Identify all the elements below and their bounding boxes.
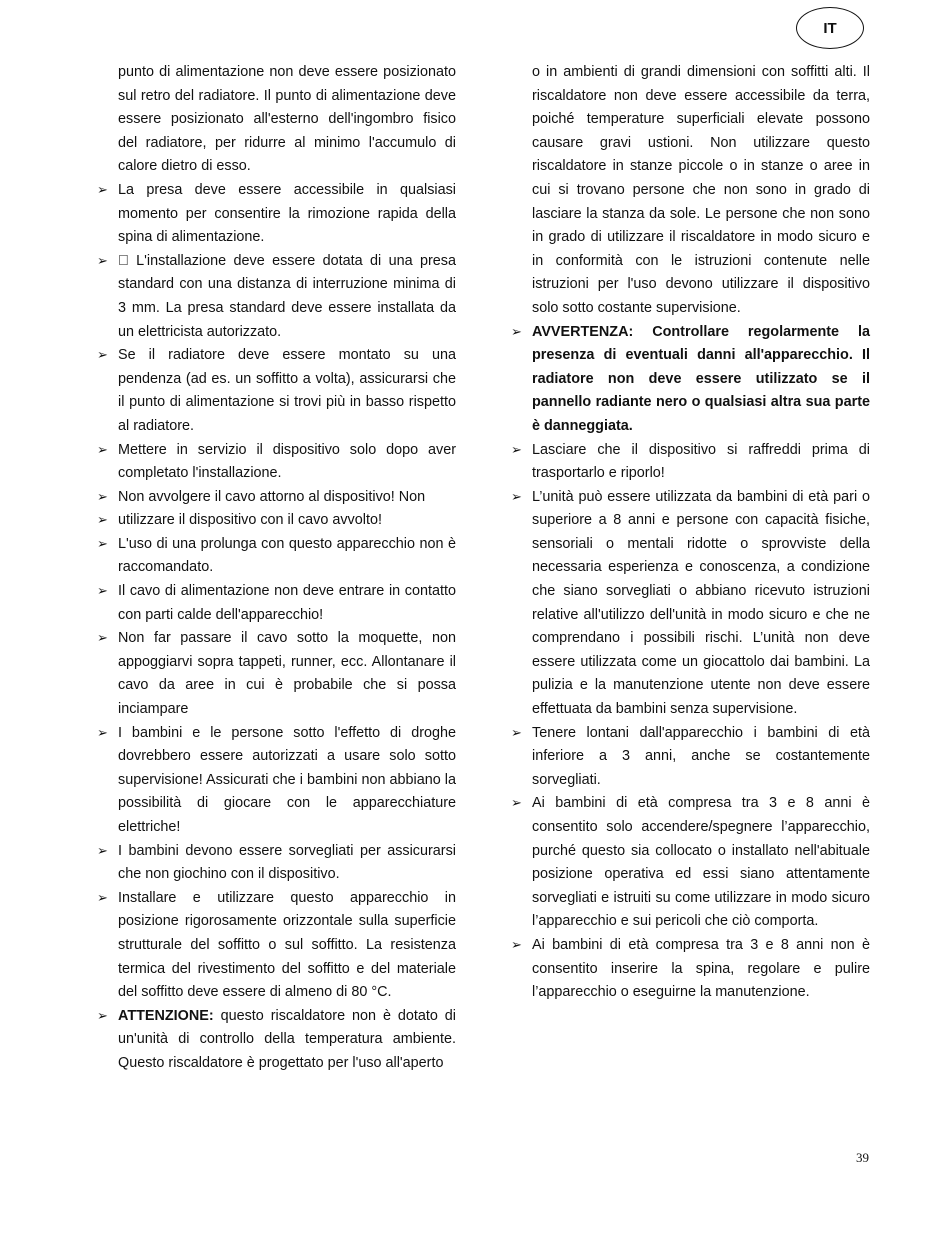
list-item [97, 250, 456, 344]
bullet-arrow-icon: ➢ [97, 536, 108, 552]
bullet-arrow-icon: ➢ [97, 182, 108, 198]
bullet-arrow-icon: ➢ [511, 324, 522, 340]
list-item [97, 887, 456, 1005]
list-item [511, 934, 870, 1005]
attention-label: ATTENZIONE: [118, 1007, 214, 1024]
list-item-text: utilizzare il dispositivo con il cavo avvolto! [118, 512, 382, 529]
bullet-arrow-icon: ➢ [97, 584, 108, 600]
list-item-text: Ai bambini di età compresa tra 3 e 8 anni non è consentito inserire la spina, regolare e pulire l’apparecchio o eseguirne la manutenzione. [532, 936, 870, 1001]
list-item-text: Non avvolgere il cavo attorno al dispositivo! Non [118, 488, 426, 505]
list-item-text: Lasciare che il dispositivo si raffreddi prima di trasportarlo e riporlo! [532, 441, 870, 482]
list-item-text: Ai bambini di età compresa tra 3 e 8 anni è consentito solo accendere/spegnere l’apparecchio, purché questo sia collocato o installato nell'abituale posizione operativa ed essi siano attentamente sorvegliati e istruiti su come utilizzare in modo sicuro l’apparecchio e sui pericoli che ciò comporta. [532, 795, 870, 930]
page-number: 39 [856, 1150, 869, 1165]
paragraph-continuation: o in ambienti di grandi dimensioni con soffitti alti. Il riscaldatore non deve essere accessibile da terra, poiché temperature superficiali elevate possono causare gravi ustioni. Non utilizzare questo riscaldatore in stanze piccole o in stanze o aree in cui si trovano persone che non sono in grado di lasciare la stanza da sole. Le persone che non sono in grado di utilizzare il riscaldatore in modo sicuro e in conformità con le istruzioni contenute nelle istruzioni per l'uso devono utilizzare il dispositivo solo sotto costante supervisione. [532, 64, 870, 316]
list-item-text: Se il radiatore deve essere montato su una pendenza (ad es. un soffitto a volta), assicurarsi che il punto di alimentazione si trovi più in basso rispetto al radiatore. [118, 347, 456, 434]
warning-text: AVVERTENZA: Controllare regolarmente la presenza di eventuali danni all'apparecchio. Il radiatore non deve essere utilizzato se il pannello radiante nero o qualsiasi altra sua parte è danneggiata. [532, 323, 870, 434]
list-item-text: Il cavo di alimentazione non deve entrare in contatto con parti calde dell'apparecchio! [118, 583, 456, 623]
list-item [97, 533, 456, 580]
list-item-text: Tenere lontani dall'apparecchio i bambini di età inferiore a 3 anni, anche se costantemente sorvegliati. [532, 724, 870, 788]
bullet-arrow-icon: ➢ [97, 442, 108, 458]
list-item-text: I bambini devono essere sorvegliati per assicurarsi che non giochino con il dispositivo. [118, 842, 456, 883]
list-item [97, 509, 456, 533]
list-item-text:   L'installazione deve essere dotata di una presa standard con una distanza di interruzione minima di 3 mm. La presa standard deve essere installata da un elettricista autorizzato. [118, 252, 456, 340]
list-item [97, 722, 456, 840]
list-item [97, 486, 456, 510]
bullet-arrow-icon: ➢ [511, 725, 522, 741]
list-item [97, 840, 456, 887]
list-item [97, 179, 456, 250]
list-item [511, 792, 870, 934]
list-item-text: I bambini e le persone sotto l'effetto di droghe dovrebbero essere autorizzati a usare solo sotto supervisione! Assicurati che i bambini non abbiano la possibilità di giocare con le apparecchiature elettriche! [118, 724, 456, 835]
list-item-attention [97, 1005, 456, 1076]
bullet-arrow-icon: ➢ [511, 489, 522, 505]
bullet-arrow-icon: ➢ [97, 1008, 108, 1024]
bullet-arrow-icon: ➢ [511, 796, 522, 812]
bullet-arrow-icon: ➢ [97, 890, 108, 906]
bullet-arrow-icon: ➢ [97, 631, 108, 647]
list-item [97, 580, 456, 627]
warning-item [511, 321, 870, 439]
list-item [511, 439, 870, 486]
bullet-arrow-icon: ➢ [97, 489, 108, 505]
language-badge: IT [796, 7, 864, 49]
list-item [511, 486, 870, 722]
bullet-arrow-icon: ➢ [97, 253, 108, 269]
list-item [97, 439, 456, 486]
list-item-text: Installare e utilizzare questo apparecchio in posizione rigorosamente orizzontale sulla superficie strutturale del soffitto o sul soffitto. La resistenza termica del rivestimento del soffitto e del materiale del soffitto deve essere di almeno di 80 °C. [118, 889, 456, 1001]
list-item [97, 627, 456, 721]
list-item-text: La presa deve essere accessibile in qualsiasi momento per consentire la rimozione rapida della spina di alimentazione. [118, 181, 456, 246]
bullet-arrow-icon: ➢ [97, 513, 108, 529]
list-item-text: questo riscaldatore non è dotato di un'unità di controllo della temperatura ambiente. Questo riscaldatore è progettato per l'uso all'aperto [118, 1007, 456, 1071]
list-item-text: Non far passare il cavo sotto la moquette, non appoggiarvi sopra tappeti, runner, ecc. Allontanare il cavo da aree in cui è probabile che si possa inciampare [118, 630, 456, 718]
bullet-arrow-icon: ➢ [97, 843, 108, 859]
bullet-arrow-icon: ➢ [511, 937, 522, 953]
bullet-arrow-icon: ➢ [511, 442, 522, 458]
list-item-text: L'uso di una prolunga con questo apparecchio non è raccomandato. [118, 535, 456, 576]
paragraph-continuation: punto di alimentazione non deve essere posizionato sul retro del radiatore. Il punto di alimentazione deve essere posizionato all'esterno dell'ingombro fisico del radiatore, per ridurre al minimo l'accumulo di calore dietro di esso. [118, 64, 456, 175]
bullet-arrow-icon: ➢ [97, 725, 108, 741]
left-column [97, 61, 456, 1076]
list-item-text: Mettere in servizio il dispositivo solo dopo aver completato l'installazione. [118, 441, 456, 482]
right-column [511, 61, 870, 1005]
list-item [97, 344, 456, 438]
list-item-text: L’unità può essere utilizzata da bambini di età pari o superiore a 8 anni e persone con capacità fisiche, sensoriali o mentali ridotte o sprovviste della necessaria esperienza e conoscenza, a condizione che siano sorvegliati o abbiano ricevuto istruzioni relative all'utilizzo dell'unità in modo sicuro e che ne comprendano i possibili rischi. L’unità non deve essere utilizzata come un giocattolo dai bambini. La pulizia e la manutenzione utente non deve essere effettuata da bambini senza supervisione. [532, 488, 870, 718]
list-item [511, 722, 870, 793]
bullet-arrow-icon: ➢ [97, 348, 108, 364]
